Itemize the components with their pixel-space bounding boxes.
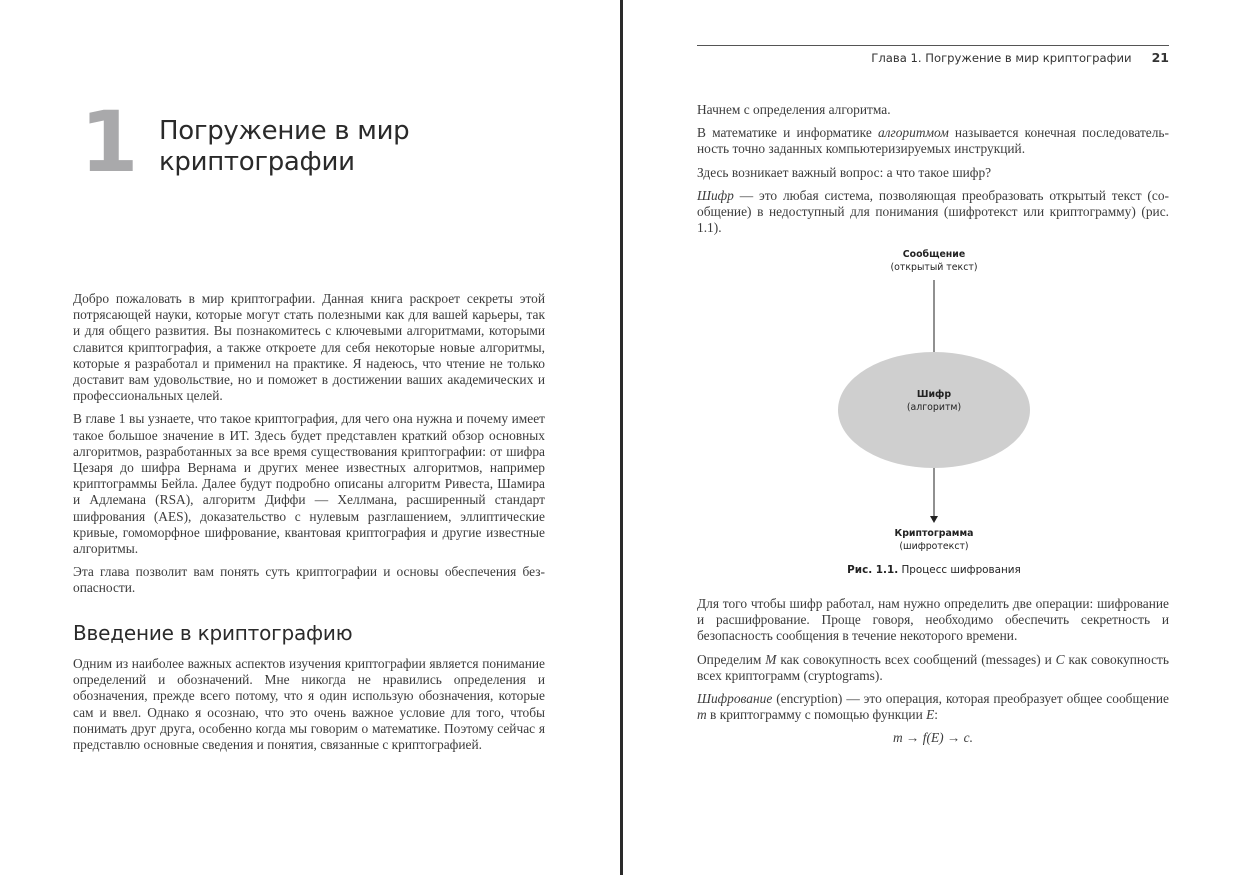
cipher-label: Шифр (алгоритм) bbox=[906, 389, 962, 413]
term-cipher: Шифр bbox=[697, 187, 734, 203]
paragraph: Одним из наиболее важных аспектов изучения криптографии является понимание определений и обозначений. Мне никогда не нравились определения и обозначения, прежде всего потому, что я один использую обозначения, которые сам и ввел. Однако я осознаю, что это очень важное условие для того, чтобы понимать друг друга, особенно когда мы говорим о математике. Поэтому сейчас я представлю основные сведения и понятия, связанные с криптографией. bbox=[73, 656, 545, 753]
section-heading: Введение в криптографию bbox=[73, 621, 353, 645]
encryption-process-figure bbox=[824, 248, 1044, 588]
paragraph: Начнем с определения алгоритма. bbox=[697, 102, 891, 117]
right-page bbox=[624, 0, 1241, 875]
message-label: Сообщение (открытый текст) bbox=[890, 249, 978, 273]
right-text-bottom bbox=[697, 596, 1169, 754]
formula: m → f(E) → c. bbox=[893, 730, 973, 746]
cryptogram-label: Криптограмма (шифротекст) bbox=[894, 528, 974, 552]
running-head bbox=[697, 50, 1169, 66]
paragraph: В главе 1 вы узнаете, что такое криптография, для чего она нужна и почему имеет такое большое значение в ИТ. Здесь будет представлен краткий обзор основных алгоритмов, разработанных за все время существования криптографии: от шифра Цезаря до шифра Вернама и других менее известных алгоритмов, например криптограммы Бейла. Далее будут подробно описаны алгоритм Ривеста, Шамира и Адлемана (RSA), алгоритм Диффи — Хеллмана, расширенный стандарт шифрования (AES), доказательство с нулевым разглашением, эллиптические кривые, гомоморфное шифрование, квантовая криптография и другие известные алгоритмы. bbox=[73, 411, 545, 557]
term-algorithm: алгоритмом bbox=[877, 125, 949, 141]
paragraph: Здесь возникает важный вопрос: а что такое шифр? bbox=[697, 164, 992, 180]
paragraph: Добро пожаловать в мир криптографии. Данная книга раскроет секреты этой потрясающей науки, которые могут стать полезными как для вашей карьеры, так и для общего развития. Вы познакомитесь с ключевыми алгоритмами, которыми славится криптография, а также откроете для себя некоторые новые алгоритмы, которые я разработал и применил на практике. Я надеюсь, что чтение не только доставит вам удовольствие, но и поможет в достижении ваших академических и профессиональных целей. bbox=[73, 291, 545, 404]
arrow-down-icon bbox=[930, 516, 938, 523]
chapter-number: 1 bbox=[80, 93, 139, 191]
running-head-title: Глава 1. Погружение в мир криптографии bbox=[871, 51, 1132, 65]
figure-caption: Рис. 1.1. Процесс шифрования bbox=[847, 564, 1021, 576]
chapter-title bbox=[159, 116, 409, 178]
paragraph: Эта глава позволит вам понять суть криптографии и основы обеспечения безопасности. bbox=[73, 564, 545, 596]
paragraph: Определим M как совокупность всех сообщений (messages) и C как совокупность всех криптограмм (cryptograms). bbox=[697, 651, 1169, 683]
page-number: 21 bbox=[1151, 50, 1169, 65]
paragraph: В математике и информатике алгоритмом называется конечная последовательность точно заданных компьютеризируемых инструкций. bbox=[697, 125, 1170, 157]
intro-text bbox=[73, 291, 545, 604]
book-spine-divider bbox=[620, 0, 623, 875]
chapter-title-line1: Погружение в мир bbox=[159, 116, 410, 146]
paragraph: Шифр — это любая система, позволяющая преобразовать открытый текст (сообщение) в недоступный для понимания (шифротекст или криптограмму) (рис. 1.1). bbox=[697, 187, 1169, 236]
paragraph: Шифрование (encryption) — это операция, которая преобразует общее сообщение m в криптограмму с помощью функции E: bbox=[697, 691, 1169, 723]
left-page bbox=[0, 0, 620, 875]
right-text-top bbox=[697, 102, 1169, 243]
chapter-title-line2: криптографии bbox=[159, 147, 355, 177]
term-encryption: Шифрование bbox=[697, 691, 773, 707]
section-text bbox=[73, 656, 545, 760]
paragraph: Для того чтобы шифр работал, нам нужно определить две операции: шифрование и расшифрование. Проще говоря, необходимо обеспечить секретность и безопасность сообщения в течение некоторого времени. bbox=[697, 596, 1169, 644]
header-rule bbox=[697, 45, 1169, 46]
